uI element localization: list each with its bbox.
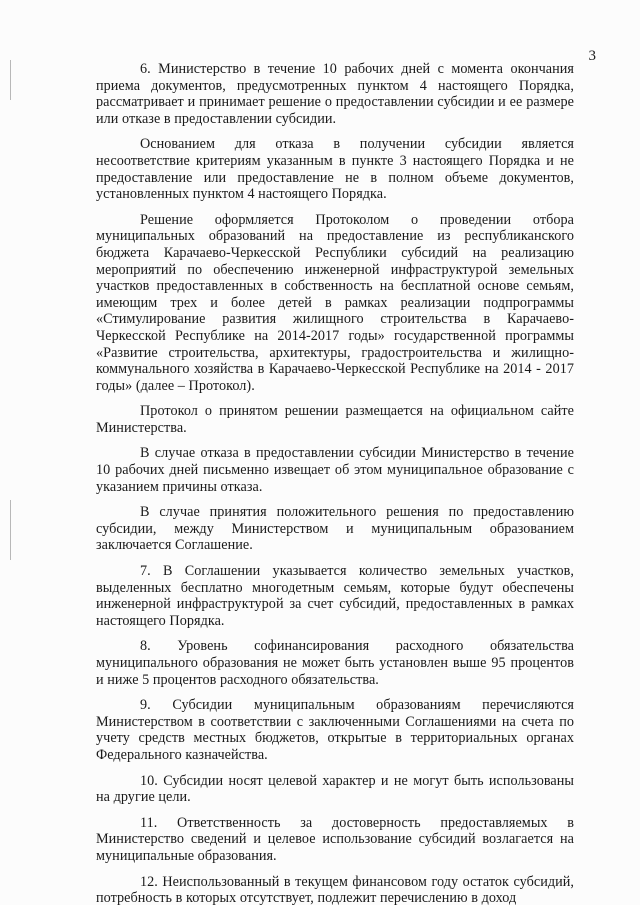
paragraph-agreement: В случае принятия положительного решения по предоставлению субсидии, между Министерством и муниципальным образованием заключается Соглашение. xyxy=(96,504,574,554)
scan-edge-mark xyxy=(10,60,11,100)
paragraph-item-11: 11. Ответственность за достоверность предоставляемых в Министерство сведений и целевое использование субсидий возлагается на муниципальные образования. xyxy=(96,814,574,864)
paragraph-protocol-publication: Протокол о принятом решении размещается на официальном сайте Министерства. xyxy=(96,403,574,436)
paragraph-item-7: 7. В Соглашении указывается количество земельных участков, выделенных бесплатно многодетным семьям, которые будут обеспечены инженерной инфраструктурой за счет субсидий, предоставленных в рамках настоящего Порядка. xyxy=(96,563,574,629)
paragraph-item-10: 10. Субсидии носят целевой характер и не могут быть использованы на другие цели. xyxy=(96,772,574,806)
paragraph-item-12: 12. Неиспользованный в текущем финансовом году остаток субсидий, потребность в которых отсутствует, подлежит перечислению в доход xyxy=(96,873,574,907)
paragraph-item-6: 6. Министерство в течение 10 рабочих дней с момента окончания приема документов, предусмотренных пунктом 4 настоящего Порядка, рассматривает и принимает решение о предоставлении субсидии и ее размере или отказе в предоставлении субсидии. xyxy=(96,61,574,127)
paragraph-item-8: 8. Уровень софинансирования расходного обязательства муниципального образования не может быть установлен выше 95 процентов и ниже 5 процентов расходного обязательства. xyxy=(96,638,574,688)
paragraph-refusal-grounds: Основанием для отказа в получении субсидии является несоответствие критериям указанным в пункте 3 настоящего Порядка и не предоставление или предоставление не в полном объеме документов, установленных пунктом 4 настоящего Порядка. xyxy=(96,136,574,203)
page-number: 3 xyxy=(588,48,596,64)
paragraph-protocol-decision: Решение оформляется Протоколом о проведении отбора муниципальных образований на предоставление из республиканского бюджета Карачаево-Черкесской Республики субсидий на реализацию мероприятий по обеспечению инженерной инфраструктурой земельных участков предоставленных в собственность на бесплатной основе семьям, имеющим трех и более детей в рамках реализации подпрограммы «Стимулирование развития жилищного строительства в Карачаево-Черкесской Республике на 2014-2017 годы» государственной программы «Развитие строительства, архитектуры, градостроительства и жилищно-коммунального хозяйства в Карачаево-Черкесской Республике на 2014 - 2017 годы» (далее – Протокол). xyxy=(96,211,574,394)
paragraph-refusal-notice: В случае отказа в предоставлении субсидии Министерство в течение 10 рабочих дней письменно извещает об этом муниципальное образование с указанием причины отказа. xyxy=(96,445,574,495)
scan-edge-mark xyxy=(10,500,11,560)
paragraph-item-9: 9. Субсидии муниципальным образованиям перечисляются Министерством в соответствии с заключенными Соглашениями на счета по учету средств местных бюджетов, открытые в территориальных органах Федерального казначейства. xyxy=(96,697,574,763)
document-body xyxy=(96,61,574,916)
